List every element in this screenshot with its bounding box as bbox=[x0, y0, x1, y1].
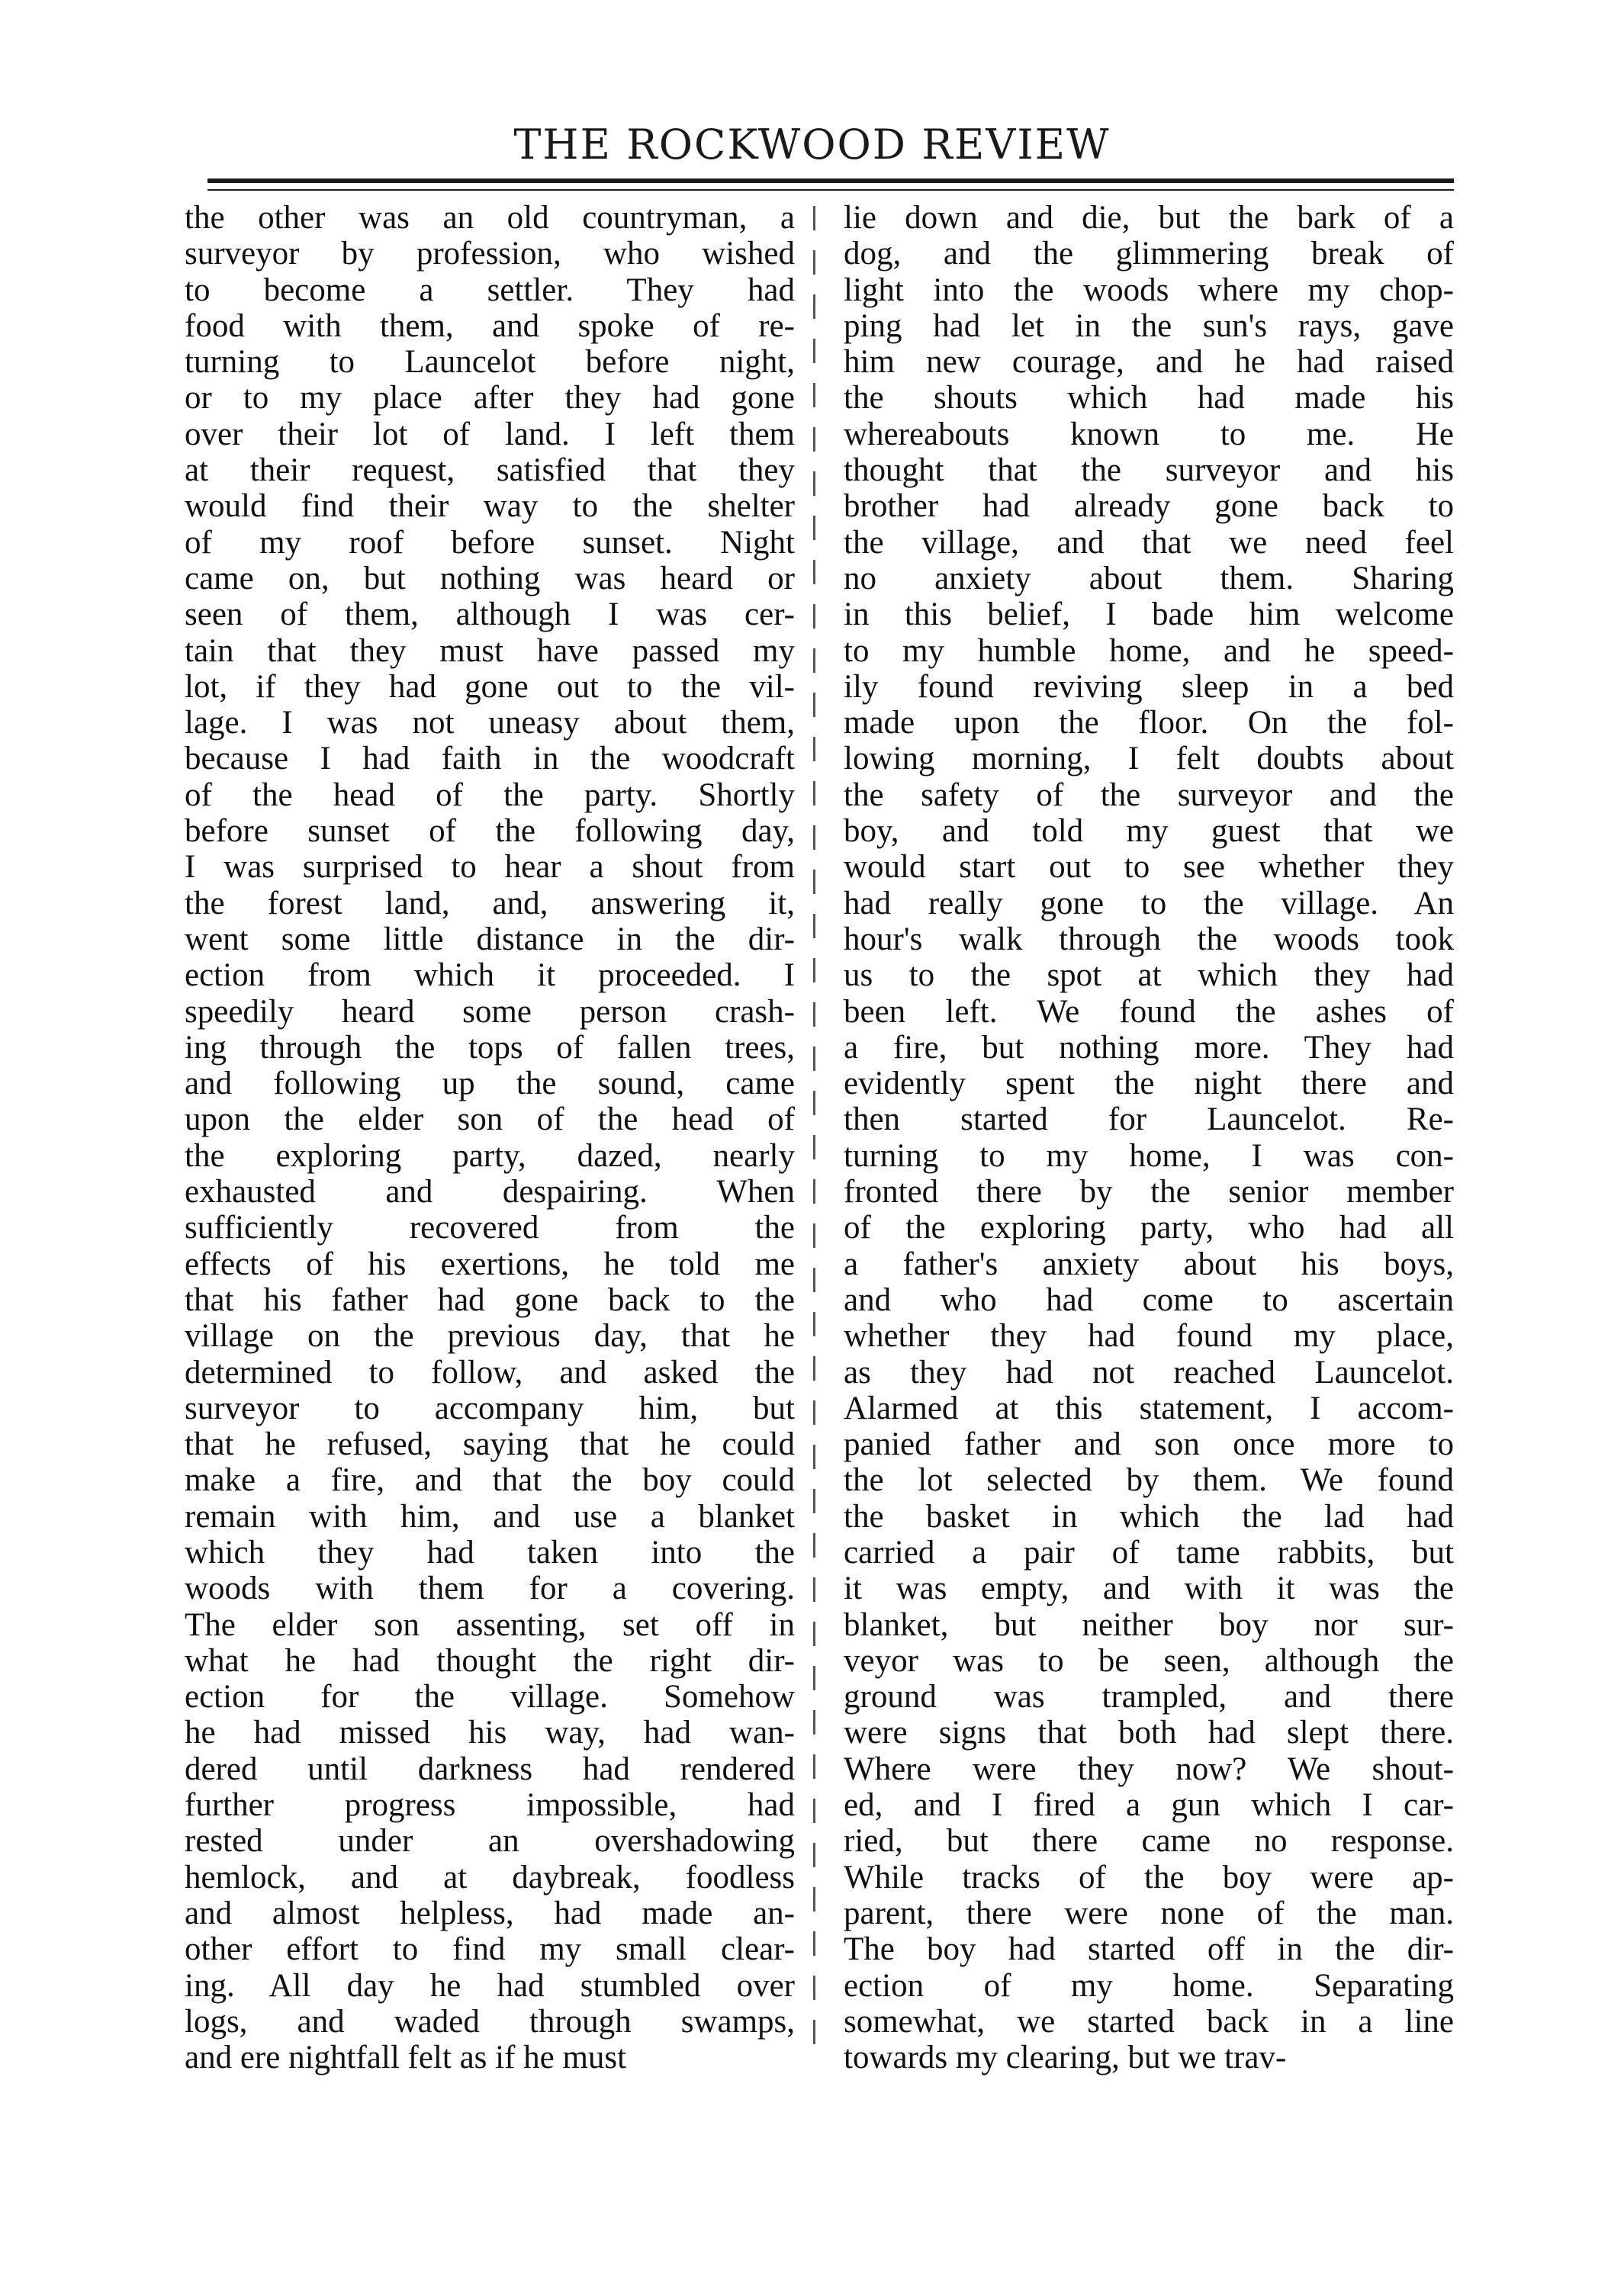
text-line: carried a pair of tame rabbits, but bbox=[844, 1534, 1454, 1571]
text-line: or to my place after they had gone bbox=[185, 380, 795, 416]
text-line: went some little distance in the dir- bbox=[185, 921, 795, 957]
text-line: in this belief, I bade him welcome bbox=[844, 596, 1454, 633]
text-line: to become a settler. They had bbox=[185, 272, 795, 308]
header-rule-thick bbox=[207, 178, 1454, 183]
text-line: and following up the sound, came bbox=[185, 1066, 795, 1102]
text-line: no anxiety about them. Sharing bbox=[844, 560, 1454, 596]
text-line: turning to Launcelot before night, bbox=[185, 344, 795, 381]
text-line: of my roof before sunset. Night bbox=[185, 524, 795, 561]
text-line: came on, but nothing was heard or bbox=[185, 560, 795, 596]
text-line: as they had not reached Launcelot. bbox=[844, 1354, 1454, 1391]
text-line: us to the spot at which they had bbox=[844, 957, 1454, 994]
text-line: lowing morning, I felt doubts about bbox=[844, 741, 1454, 777]
text-line: and almost helpless, had made an- bbox=[185, 1895, 795, 1931]
text-line: whether they had found my place, bbox=[844, 1318, 1454, 1355]
text-line: logs, and waded through swamps, bbox=[185, 2003, 795, 2040]
text-line: rested under an overshadowing bbox=[185, 1823, 795, 1860]
text-line: ground was trampled, and there bbox=[844, 1679, 1454, 1715]
text-line: blanket, but neither boy nor sur- bbox=[844, 1606, 1454, 1643]
text-line: at their request, satisfied that they bbox=[185, 452, 795, 489]
text-line: the forest land, and, answering it, bbox=[185, 885, 795, 921]
text-line: The boy had started off in the dir- bbox=[844, 1931, 1454, 1968]
text-line: ping had let in the sun's rays, gave bbox=[844, 307, 1454, 344]
text-line: whereabouts known to me. He bbox=[844, 416, 1454, 452]
text-line: The elder son assenting, set off in bbox=[185, 1606, 795, 1643]
text-line: further progress impossible, had bbox=[185, 1787, 795, 1824]
text-line: ing. All day he had stumbled over bbox=[185, 1967, 795, 2004]
text-line: effects of his exertions, he told me bbox=[185, 1246, 795, 1282]
text-line: of the head of the party. Shortly bbox=[185, 776, 795, 813]
column-divider bbox=[813, 206, 815, 2052]
text-line: evidently spent the night there and bbox=[844, 1066, 1454, 1102]
text-line: seen of them, although I was cer- bbox=[185, 596, 795, 633]
text-line: thought that the surveyor and his bbox=[844, 452, 1454, 489]
text-line: ection from which it proceeded. I bbox=[185, 957, 795, 994]
text-line: village on the previous day, that he bbox=[185, 1318, 795, 1355]
text-line: before sunset of the following day, bbox=[185, 813, 795, 850]
text-line: determined to follow, and asked the bbox=[185, 1354, 795, 1391]
text-line: dog, and the glimmering break of bbox=[844, 236, 1454, 272]
text-line: parent, there were none of the man. bbox=[844, 1895, 1454, 1931]
text-line: he had missed his way, had wan- bbox=[185, 1715, 795, 1751]
text-line: ried, but there came no response. bbox=[844, 1823, 1454, 1860]
text-line: speedily heard some person crash- bbox=[185, 993, 795, 1030]
text-line: ection for the village. Somehow bbox=[185, 1679, 795, 1715]
text-line: hemlock, and at daybreak, foodless bbox=[185, 1859, 795, 1895]
text-line: because I had faith in the woodcraft bbox=[185, 741, 795, 777]
text-line: were signs that both had slept there. bbox=[844, 1715, 1454, 1751]
text-line: the village, and that we need feel bbox=[844, 524, 1454, 561]
text-line: brother had already gone back to bbox=[844, 488, 1454, 525]
text-line: somewhat, we started back in a line bbox=[844, 2003, 1454, 2040]
text-line: lot, if they had gone out to the vil- bbox=[185, 668, 795, 705]
right-text-column bbox=[844, 200, 1454, 2075]
text-line: ing through the tops of fallen trees, bbox=[185, 1029, 795, 1066]
text-line: lage. I was not uneasy about them, bbox=[185, 705, 795, 741]
text-line: ily found reviving sleep in a bed bbox=[844, 668, 1454, 705]
text-line: woods with them for a covering. bbox=[185, 1571, 795, 1607]
text-line: surveyor to accompany him, but bbox=[185, 1390, 795, 1426]
text-line: ed, and I fired a gun which I car- bbox=[844, 1787, 1454, 1824]
text-line: towards my clearing, but we trav- bbox=[844, 2040, 1287, 2076]
text-line: a fire, but nothing more. They had bbox=[844, 1029, 1454, 1066]
text-line: him new courage, and he had raised bbox=[844, 344, 1454, 381]
text-line: the exploring party, dazed, nearly bbox=[185, 1137, 795, 1174]
text-line: it was empty, and with it was the bbox=[844, 1571, 1454, 1607]
text-line: exhausted and despairing. When bbox=[185, 1174, 795, 1211]
text-line: lie down and die, but the bark of a bbox=[844, 200, 1454, 236]
running-header: THE ROCKWOOD REVIEW bbox=[513, 121, 1111, 169]
text-line: made upon the floor. On the fol- bbox=[844, 705, 1454, 741]
text-line: make a fire, and that the boy could bbox=[185, 1462, 795, 1499]
text-line: to my humble home, and he speed- bbox=[844, 632, 1454, 669]
text-line: which they had taken into the bbox=[185, 1534, 795, 1571]
text-line: a father's anxiety about his boys, bbox=[844, 1246, 1454, 1282]
text-line: the safety of the surveyor and the bbox=[844, 776, 1454, 813]
text-line: While tracks of the boy were ap- bbox=[844, 1859, 1454, 1895]
text-line: boy, and told my guest that we bbox=[844, 813, 1454, 850]
text-line: and who had come to ascertain bbox=[844, 1281, 1454, 1318]
text-line: tain that they must have passed my bbox=[185, 632, 795, 669]
text-line: light into the woods where my chop- bbox=[844, 272, 1454, 308]
text-line: hour's walk through the woods took bbox=[844, 921, 1454, 957]
header-rule-thin bbox=[207, 189, 1454, 191]
text-line: upon the elder son of the head of bbox=[185, 1101, 795, 1138]
text-line: surveyor by profession, who wished bbox=[185, 236, 795, 272]
text-line: of the exploring party, who had all bbox=[844, 1210, 1454, 1246]
text-line: would find their way to the shelter bbox=[185, 488, 795, 525]
text-line: sufficiently recovered from the bbox=[185, 1210, 795, 1246]
text-line: been left. We found the ashes of bbox=[844, 993, 1454, 1030]
text-line: remain with him, and use a blanket bbox=[185, 1498, 795, 1535]
text-line: the other was an old countryman, a bbox=[185, 200, 795, 236]
text-line: dered until darkness had rendered bbox=[185, 1751, 795, 1787]
text-line: the basket in which the lad had bbox=[844, 1498, 1454, 1535]
text-line: food with them, and spoke of re- bbox=[185, 307, 795, 344]
text-line: that his father had gone back to the bbox=[185, 1281, 795, 1318]
text-line: ection of my home. Separating bbox=[844, 1967, 1454, 2004]
text-line: would start out to see whether they bbox=[844, 849, 1454, 886]
text-line: over their lot of land. I left them bbox=[185, 416, 795, 452]
text-line: veyor was to be seen, although the bbox=[844, 1642, 1454, 1679]
text-line: that he refused, saying that he could bbox=[185, 1426, 795, 1463]
text-line: then started for Launcelot. Re- bbox=[844, 1101, 1454, 1138]
text-line: panied father and son once more to bbox=[844, 1426, 1454, 1463]
text-line: and ere nightfall felt as if he must bbox=[185, 2040, 627, 2076]
text-line: the shouts which had made his bbox=[844, 380, 1454, 416]
text-line: I was surprised to hear a shout from bbox=[185, 849, 795, 886]
text-line: the lot selected by them. We found bbox=[844, 1462, 1454, 1499]
text-line: turning to my home, I was con- bbox=[844, 1137, 1454, 1174]
left-text-column bbox=[185, 200, 795, 2075]
text-line: what he had thought the right dir- bbox=[185, 1642, 795, 1679]
text-line: other effort to find my small clear- bbox=[185, 1931, 795, 1968]
text-line: Alarmed at this statement, I accom- bbox=[844, 1390, 1454, 1426]
text-line: had really gone to the village. An bbox=[844, 885, 1454, 921]
text-line: Where were they now? We shout- bbox=[844, 1751, 1454, 1787]
text-line: fronted there by the senior member bbox=[844, 1174, 1454, 1211]
